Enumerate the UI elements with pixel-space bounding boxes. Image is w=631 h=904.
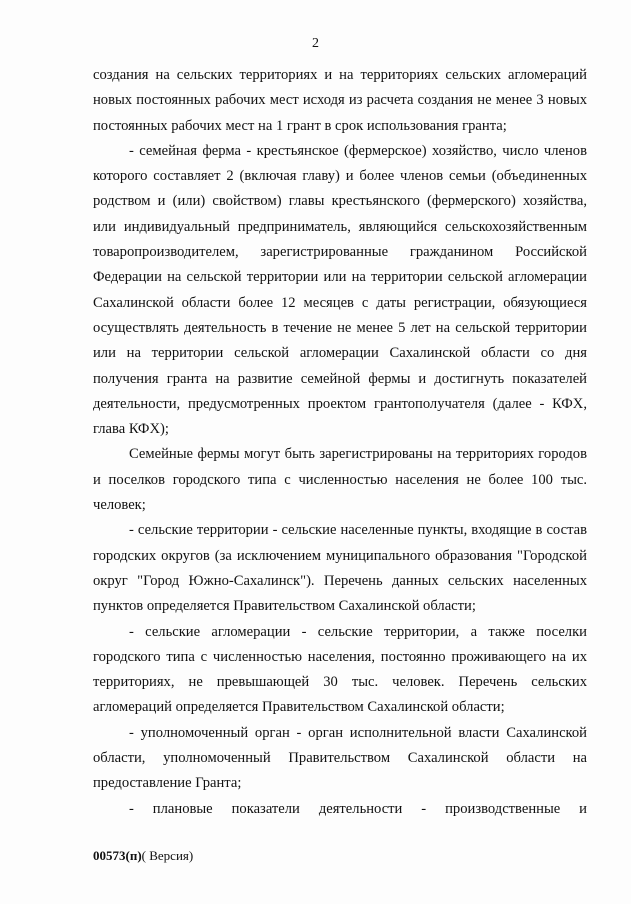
document-footer bbox=[93, 848, 193, 864]
paragraph-family-farm-registration: Семейные фермы могут быть зарегистрированы на территориях городов и поселков городского типа с численностью населения не более 100 тыс. человек; bbox=[93, 446, 587, 514]
paragraph-family-farm-definition: - семейная ферма - крестьянское (фермерское) хозяйство, число членов которого составляет 2 (включая главу) и более членов семьи (объединенных родством и (или) свойством) главы крестьянского (фермерского) хозяйства, или индивидуальный предприниматель, являющийся сельскохозяйственным товаропроизводителем, зарегистрированные гражданином Российской Федерации на сельской территории или на территории сельской агломерации Сахалинской области более 12 месяцев с даты регистрации, обязующиеся осуществлять деятельность в течение не менее 5 лет на сельской территории или на территории сельской агломерации Сахалинской области со дня получения гранта на развитие семейной фермы и достигнуть показателей деятельности, предусмотренных проектом грантополучателя (далее - КФХ, глава КФХ); bbox=[93, 142, 587, 438]
paragraph-rural-agglomerations-definition: - сельские агломерации - сельские территории, а также поселки городского типа с численностью населения, постоянно проживающего на их территориях, не превышающей 30 тыс. человек. Перечень сельских агломераций определяется Правительством Сахалинской области; bbox=[93, 623, 587, 716]
paragraph-authorized-body-definition: - уполномоченный орган - орган исполнительной власти Сахалинской области, уполномоченный Правительством Сахалинской области на предоставление Гранта; bbox=[93, 724, 587, 792]
paragraph-rural-territories-definition: - сельские территории - сельские населенные пункты, входящие в состав городских округов (за исключением муниципального образования "Городской округ "Город Южно-Сахалинск"). Перечень данных сельских населенных пунктов определяется Правительством Сахалинской области; bbox=[93, 522, 587, 615]
page-number: 2 bbox=[312, 36, 319, 51]
paragraph-continuation: создания на сельских территориях и на территориях сельских агломераций новых постоянных рабочих мест исходя из расчета создания не менее 3 новых постоянных рабочих мест на 1 грант в срок использования гранта; bbox=[93, 67, 587, 134]
document-body bbox=[93, 63, 587, 822]
paragraph-planned-indicators: - плановые показатели деятельности - производственные и bbox=[129, 800, 587, 817]
document-version: ( Версия) bbox=[141, 848, 194, 863]
document-code: 00573(п) bbox=[93, 848, 142, 863]
